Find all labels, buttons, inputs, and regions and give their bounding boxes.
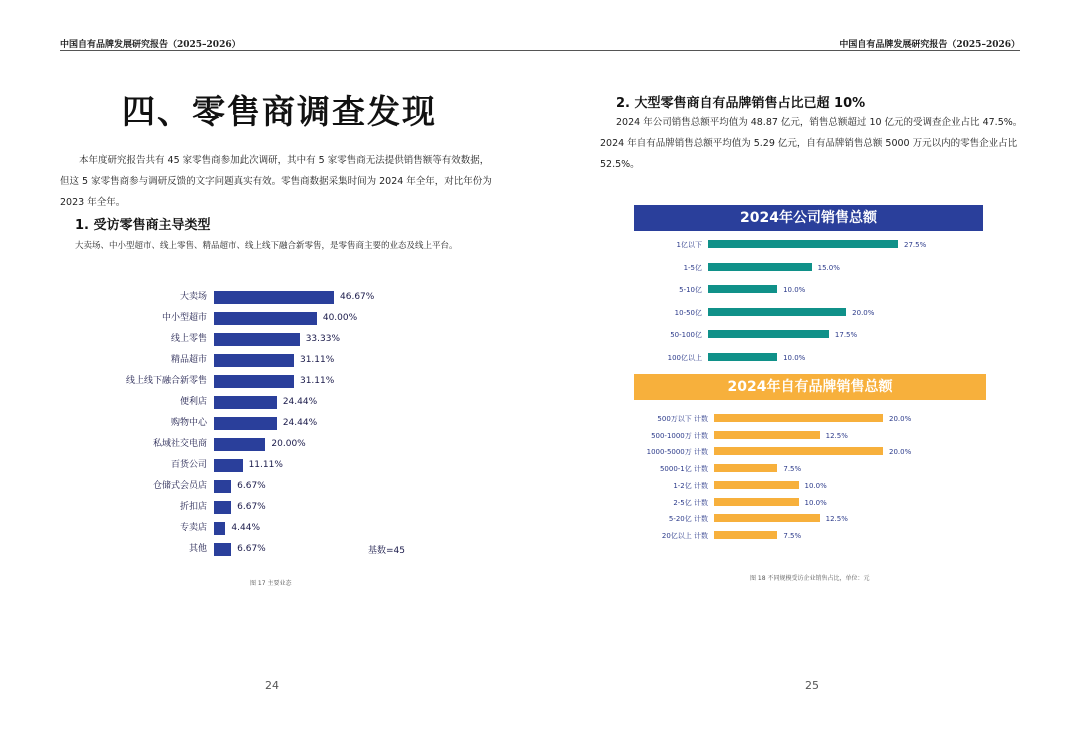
page-number: 24: [265, 679, 279, 692]
bar-category-label: 折扣店: [179, 502, 207, 512]
bar: [214, 438, 265, 451]
bar-value-label: 10.0%: [783, 286, 806, 295]
private-label-sales-chart: [540, 0, 1080, 732]
bar-value-label: 10.0%: [783, 354, 806, 362]
bar: [714, 431, 820, 439]
bar: [714, 531, 777, 539]
bar-category-label: 500-1000万 计数: [651, 431, 708, 440]
bar-value-label: 20.0%: [852, 308, 875, 317]
bar-value-label: 6.67%: [237, 481, 266, 491]
bar-value-label: 31.11%: [299, 376, 335, 386]
bar-category-label: 专卖店: [179, 523, 207, 533]
bar: [714, 447, 883, 455]
bar-category-label: 5-20亿 计数: [668, 515, 708, 524]
bar: [214, 291, 334, 304]
bar-value-label: 6.67%: [237, 502, 266, 512]
bar-category-label: 1-2亿 计数: [673, 481, 708, 490]
bar-category-label: 1000-5000万 计数: [646, 448, 708, 457]
section-heading: 1. 受访零售商主导类型: [75, 218, 211, 233]
intro-line: 本年度研究报告共有 45 家零售商参加此次调研，其中有 5 家零售商无法提供销售额等有效数据，: [79, 155, 490, 166]
bar-category-label: 便利店: [179, 397, 207, 407]
bar: [214, 480, 231, 493]
bar-category-label: 5000-1亿 计数: [659, 465, 708, 474]
bar: [714, 481, 799, 489]
bar-category-label: 5-10亿: [679, 286, 702, 295]
bar-category-label: 20亿以上 计数: [661, 531, 708, 540]
bar-value-label: 20.0%: [889, 415, 912, 423]
section-description: 大卖场、中小型超市、线上零售、精品超市、线上线下融合新零售，是零售商主要的业态及线上平台。: [75, 241, 458, 251]
bar-category-label: 中小型超市: [161, 313, 207, 323]
bar-category-label: 2-5亿 计数: [673, 498, 708, 507]
bar-value-label: 10.0%: [804, 498, 827, 507]
bar-category-label: 精品超市: [170, 355, 207, 365]
bar-category-label: 1亿以下: [676, 241, 702, 249]
bar-value-label: 46.67%: [340, 292, 375, 302]
bar-category-label: 10-50亿: [674, 308, 702, 317]
bar: [214, 459, 243, 472]
bar-value-label: 10.0%: [804, 481, 827, 490]
bar-value-label: 11.11%: [248, 460, 283, 470]
page-title: 四、零售商调查发现: [122, 92, 437, 131]
bar: [214, 543, 231, 556]
intro-line: 但这 5 家零售商参与调研反馈的文字问题真实有效。零售商数据采集时间为 2024 年全年，对比年份为: [60, 176, 492, 187]
bar-category-label: 仓储式会员店: [152, 481, 207, 491]
section-heading: 2. 大型零售商自有品牌销售占比已超 10%: [616, 96, 866, 111]
right-page: [540, 0, 1080, 732]
bar-value-label: 6.67%: [237, 544, 266, 554]
para-line: 2024 年自有品牌销售总额平均值为 5.29 亿元，自有品牌销售总额 5000 万元以内的零售企业占比: [600, 138, 1018, 149]
running-head: 中国自有品牌发展研究报告（2025–2026）: [60, 40, 241, 50]
intro-line: 2023 年全年。: [60, 197, 126, 208]
bar: [714, 464, 777, 472]
bar: [214, 312, 317, 325]
bar: [214, 396, 277, 409]
bar: [214, 417, 277, 430]
page-number: 25: [805, 679, 819, 692]
base-annotation: 基数=45: [368, 546, 405, 556]
bar-value-label: 15.0%: [817, 263, 840, 272]
bar: [214, 501, 231, 514]
bar-category-label: 线上零售: [170, 334, 207, 344]
bar-value-label: 4.44%: [231, 523, 260, 533]
bar: [214, 375, 294, 388]
bar: [214, 522, 225, 535]
bar-category-label: 1-5亿: [683, 263, 702, 272]
bar: [214, 354, 294, 367]
bar-category-label: 购物中心: [170, 418, 207, 428]
bar-value-label: 17.5%: [834, 331, 858, 340]
bar-value-label: 27.5%: [904, 241, 927, 249]
para-line: 52.5%。: [600, 159, 640, 170]
bar-value-label: 7.5%: [783, 465, 802, 474]
bar-value-label: 31.11%: [299, 355, 335, 365]
running-head: 中国自有品牌发展研究报告（2025–2026）: [839, 40, 1020, 50]
bar-value-label: 24.44%: [282, 397, 318, 407]
bar-category-label: 500万以下 计数: [657, 415, 708, 423]
bar-value-label: 20.00%: [271, 439, 306, 449]
bar-value-label: 12.5%: [825, 515, 848, 524]
bar-category-label: 100亿以上: [667, 354, 702, 362]
bar: [714, 414, 883, 422]
bar-value-label: 24.44%: [282, 418, 318, 428]
bar-category-label: 大卖场: [179, 292, 207, 302]
bar-category-label: 百货公司: [170, 460, 207, 470]
bar-value-label: 20.0%: [889, 448, 912, 457]
bar-category-label: 其他: [188, 544, 207, 554]
bar: [214, 333, 300, 346]
bar-category-label: 50-100亿: [670, 331, 702, 340]
bar-value-label: 33.33%: [305, 334, 341, 344]
chart-caption: 图 18 不同规模受访企业销售占比，单位：元: [750, 575, 870, 582]
bar-category-label: 私域社交电商: [152, 439, 207, 449]
chart-caption: 图 17 主要业态: [250, 580, 292, 587]
bar: [714, 514, 820, 522]
bar-value-label: 40.00%: [322, 313, 358, 323]
bar-category-label: 线上线下融合新零售: [125, 376, 207, 386]
company-sales-chart-title: 2024年公司销售总额: [634, 205, 983, 231]
bar: [714, 498, 799, 506]
bar-value-label: 7.5%: [783, 531, 802, 540]
para-line: 2024 年公司销售总额平均值为 48.87 亿元，销售总额超过 10 亿元的受调查企业占比 47.5%。: [616, 117, 1023, 128]
bar-value-label: 12.5%: [825, 431, 848, 440]
private-label-sales-chart-title: 2024年自有品牌销售总额: [634, 374, 986, 400]
